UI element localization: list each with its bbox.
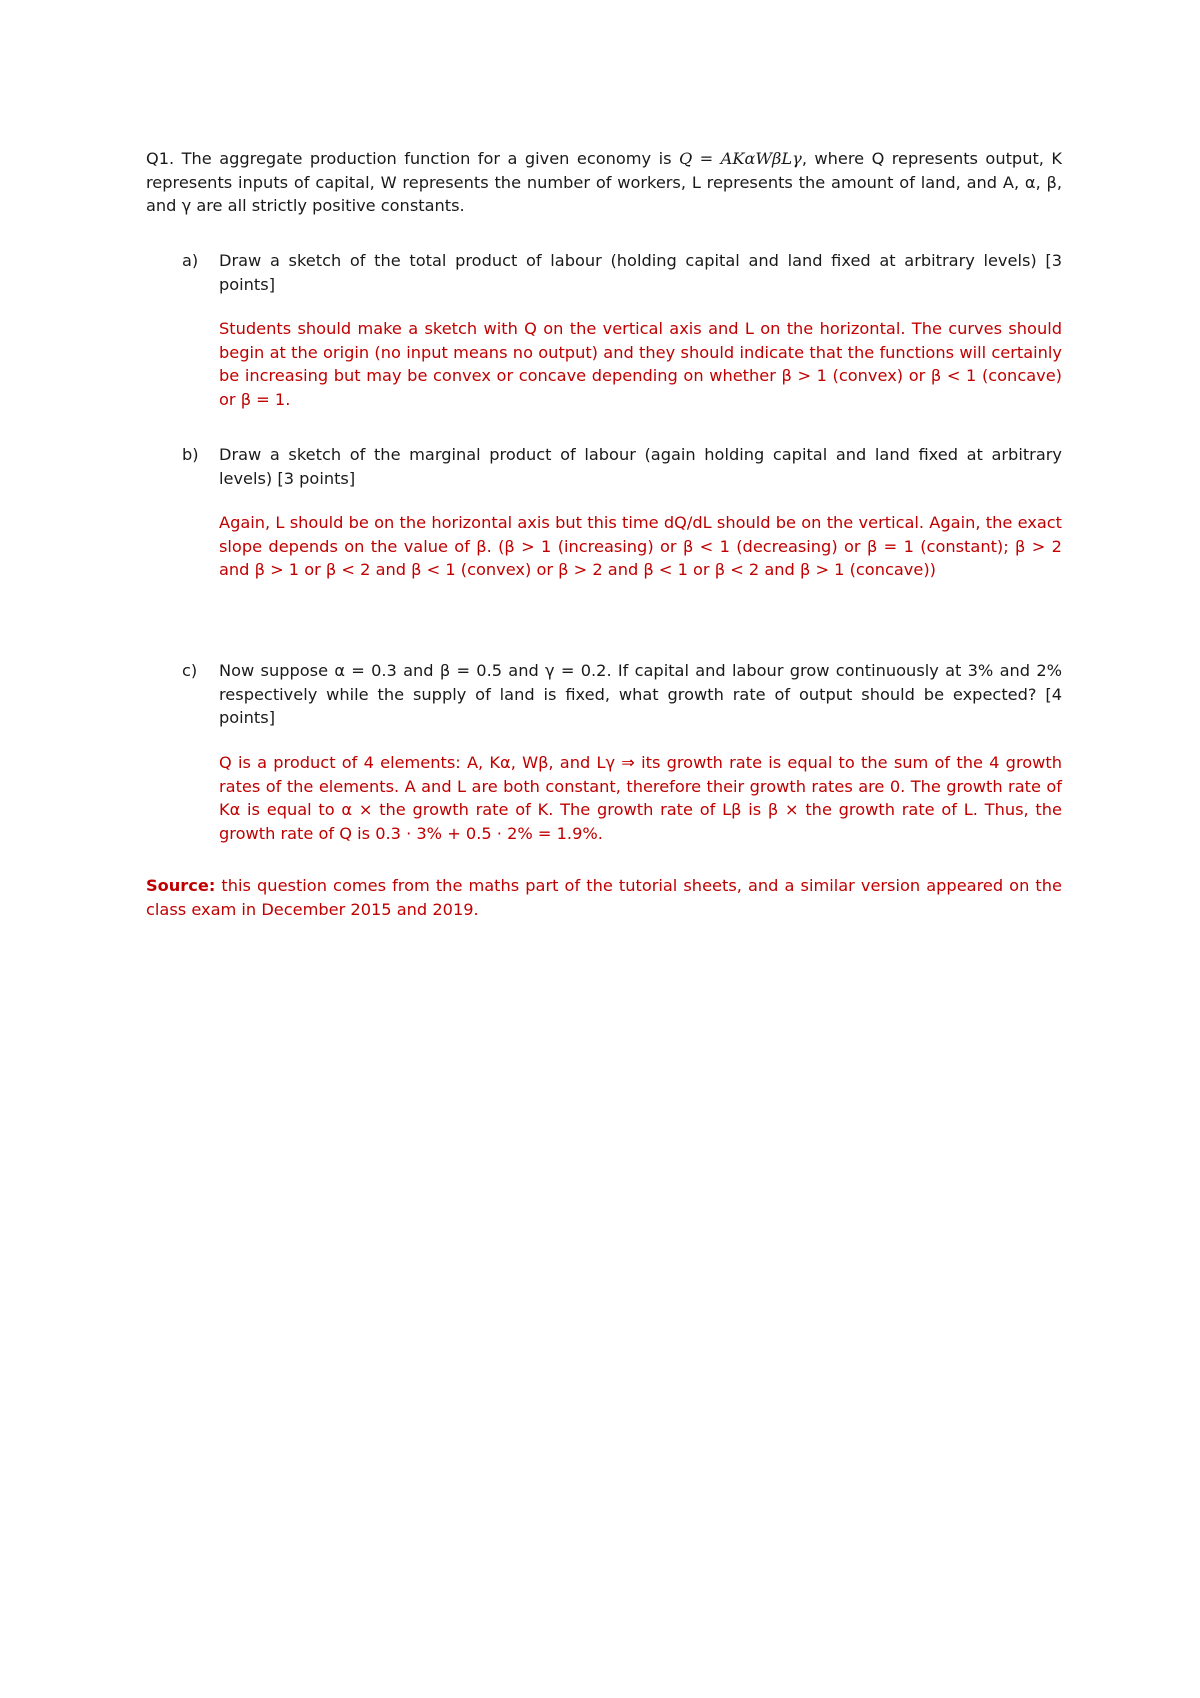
question-label: Q1. — [146, 149, 175, 168]
part-b-answer: Again, L should be on the horizontal axis but this time dQ/dL should be on the vertical. Again, the exact slope depends on the value of β. (β > 1 (increasing) or β < 1 (decreasing) or β = 1 (constant); β > 2 and β > 1 or β < 2 and β < 1 (convex) or β > 2 and β < 1 or β < 2 and β > 1 (concave)) — [219, 513, 1062, 579]
production-function-formula: Q = AKαWβLγ — [678, 149, 802, 168]
question-text-1: The aggregate production function for a given economy is — [181, 149, 672, 168]
source-note — [146, 874, 1062, 921]
part-a-prompt: Draw a sketch of the total product of labour (holding capital and land fixed at arbitrary levels) [3 points] — [219, 251, 1062, 294]
part-c-answer: Q is a product of 4 elements: A, Kα, Wβ, and Lγ ⇒ its growth rate is equal to the sum of the 4 growth rates of the elements. A and L are both constant, therefore their growth rates are 0. The growth rate of Kα is equal to α × the growth rate of K. The growth rate of Lβ is β × the growth rate of L. Thus, the growth rate of Q is 0.3 · 3% + 0.5 · 2% = 1.9%. — [219, 753, 1062, 843]
part-c-marker: c) — [182, 661, 198, 680]
part-c-prompt: Now suppose α = 0.3 and β = 0.5 and γ = 0.2. If capital and labour grow continuously at 3% and 2% respectively while the supply of land is fixed, what growth rate of output should be expected? [4 points] — [219, 661, 1062, 727]
question-text-2: , where Q represents output, K represents inputs of capital, W represents the number of workers, L represents the amount of land, and A, α, β, and γ are all strictly positive constants. — [146, 149, 1063, 215]
source-text: this question comes from the maths part of the tutorial sheets, and a similar version appeared on the class exam in December 2015 and 2019. — [146, 876, 1062, 919]
question-intro — [146, 147, 1062, 218]
part-b-marker: b) — [182, 445, 199, 464]
source-label: Source: — [146, 876, 216, 895]
part-b-prompt: Draw a sketch of the marginal product of labour (again holding capital and land fixed at arbitrary levels) [3 points] — [219, 445, 1062, 488]
part-a-marker: a) — [182, 251, 199, 270]
part-a-answer: Students should make a sketch with Q on the vertical axis and L on the horizontal. The curves should begin at the origin (no input means no output) and they should indicate that the functions will certainly be increasing but may be convex or concave depending on whether β > 1 (convex) or β < 1 (concave) or β = 1. — [219, 319, 1062, 409]
